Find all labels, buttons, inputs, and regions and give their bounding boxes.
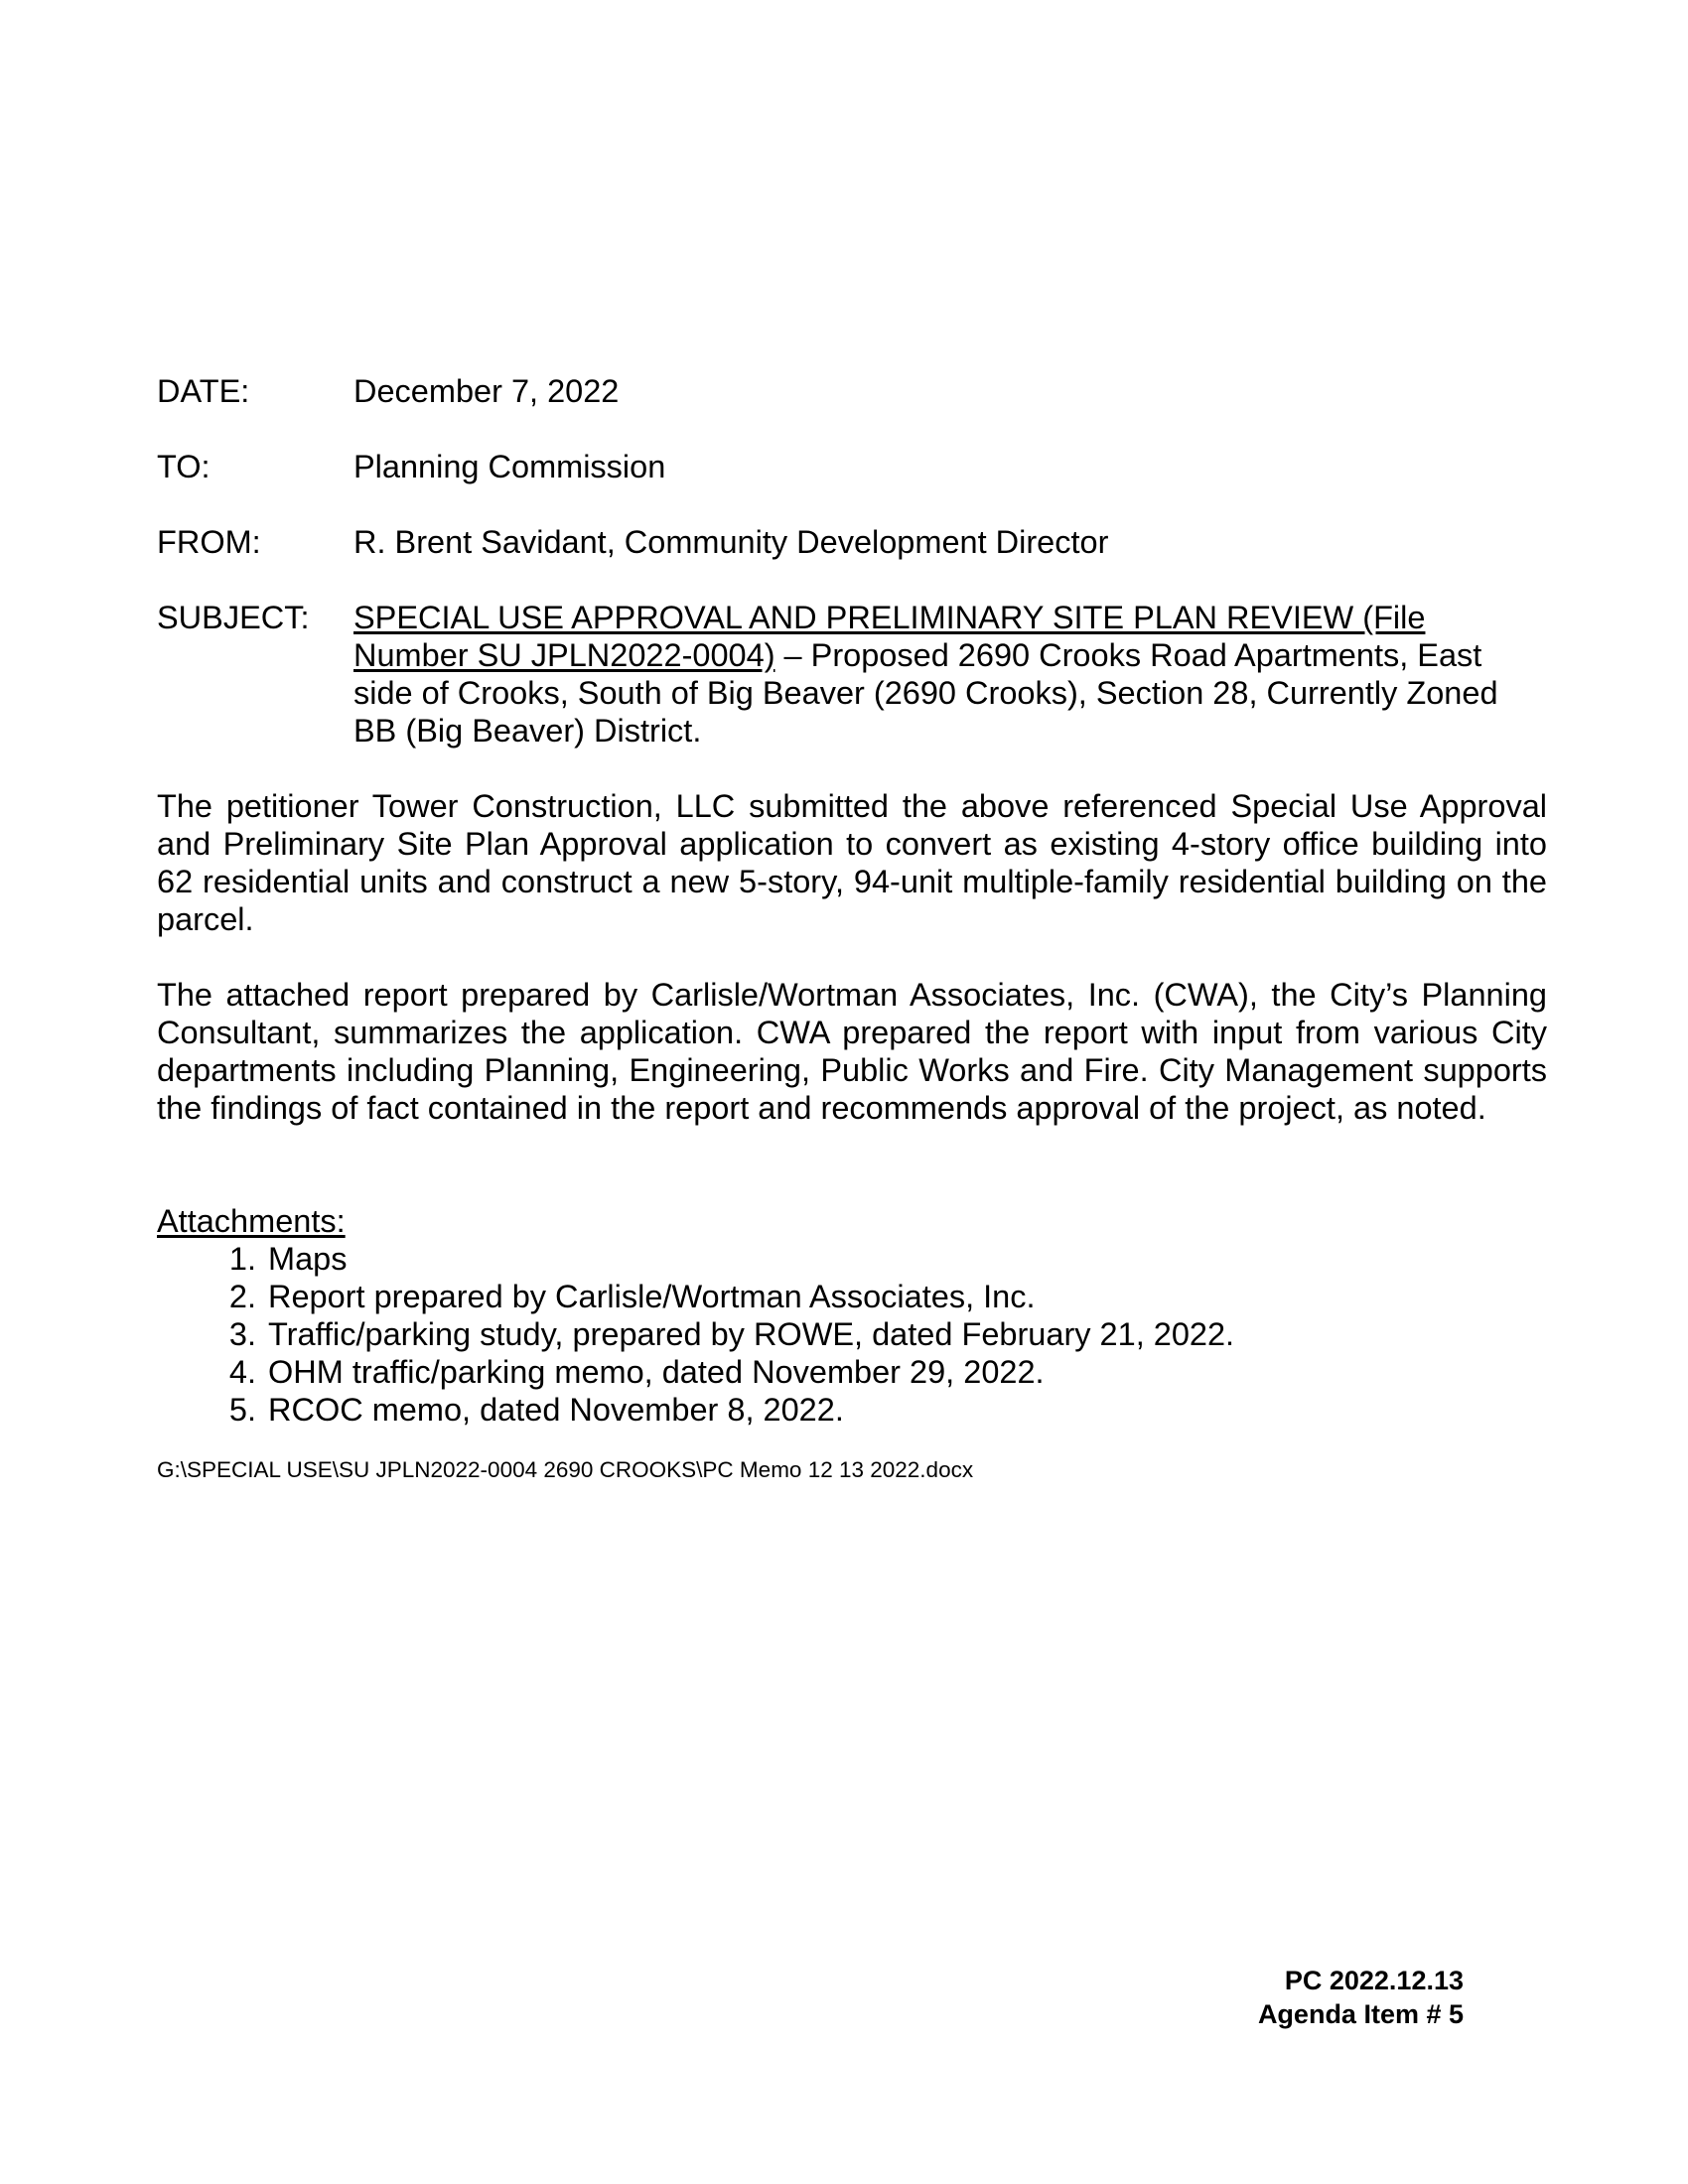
subject-description: – Proposed 2690 Crooks Road Apartments, East side of Crooks, South of Big Beaver (2690 Crooks), Section 28, Currently Zoned BB (Big Beaver) District. [353, 637, 1498, 749]
subject-title: SPECIAL USE APPROVAL AND PRELIMINARY SITE PLAN REVIEW (File Number SU JPLN2022-0004) [353, 600, 1426, 673]
from-row [157, 523, 1547, 561]
attachment-item [157, 1391, 1547, 1429]
to-label: TO: [157, 449, 211, 484]
date-value: December 7, 2022 [353, 373, 620, 409]
attachment-number: 5. [228, 1392, 256, 1428]
attachment-text: Report prepared by Carlisle/Wortman Associates, Inc. [268, 1279, 1036, 1314]
paragraph-report: The attached report prepared by Carlisle/Wortman Associates, Inc. (CWA), the City’s Planning Consultant, summarizes the application. CWA prepared the report with input from various City departments including Planning, Engineering, Public Works and Fire. City Management supports the findings of fact contained in the report and recommends approval of the project, as noted. [157, 977, 1547, 1126]
attachment-number: 2. [228, 1279, 256, 1314]
attachment-number: 4. [228, 1354, 256, 1390]
footer-agenda-item: Agenda Item # 5 [1257, 1999, 1464, 2029]
attachment-item [157, 1278, 1547, 1315]
paragraph-petition: The petitioner Tower Construction, LLC submitted the above referenced Special Use Approval and Preliminary Site Plan Approval application to convert as existing 4-story office building into 62 residential units and construct a new 5-story, 94-unit multiple-family residential building on the parcel. [157, 788, 1547, 937]
to-value: Planning Commission [353, 449, 666, 484]
to-row [157, 448, 1547, 485]
attachment-number: 1. [228, 1241, 256, 1277]
agenda-footer [1258, 1964, 1464, 2031]
attachment-item [157, 1240, 1547, 1278]
attachments-list [157, 1240, 1547, 1429]
attachment-item [157, 1353, 1547, 1391]
from-label: FROM: [157, 524, 261, 560]
attachments-heading: Attachments: [157, 1203, 346, 1239]
date-row [157, 372, 1547, 410]
attachment-text: RCOC memo, dated November 8, 2022. [268, 1392, 844, 1428]
attachment-text: Maps [268, 1241, 348, 1277]
memo-body [157, 372, 1547, 1429]
footer-meeting-id: PC 2022.12.13 [1284, 1966, 1464, 1995]
from-value: R. Brent Savidant, Community Development Director [353, 524, 1109, 560]
subject-row [157, 599, 1547, 750]
date-label: DATE: [157, 373, 250, 409]
attachment-number: 3. [228, 1316, 256, 1352]
attachments-section [157, 1202, 1547, 1429]
attachment-text: Traffic/parking study, prepared by ROWE, dated February 21, 2022. [268, 1316, 1235, 1352]
subject-label: SUBJECT: [157, 600, 310, 635]
subject-value [353, 599, 1547, 750]
attachment-text: OHM traffic/parking memo, dated November 29, 2022. [268, 1354, 1045, 1390]
file-path: G:\SPECIAL USE\SU JPLN2022-0004 2690 CROOKS\PC Memo 12 13 2022.docx [157, 1457, 974, 1482]
attachment-item [157, 1315, 1547, 1353]
